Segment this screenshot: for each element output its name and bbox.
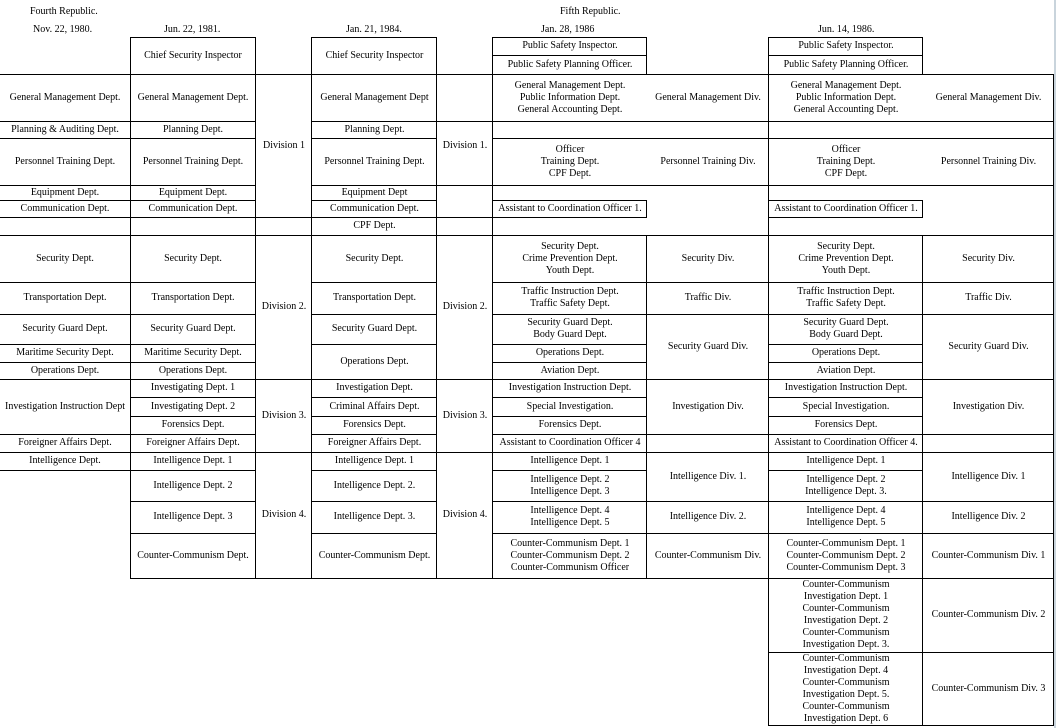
dept-1980: Planning & Auditing Dept. [11, 123, 119, 135]
header-fourth-republic: Fourth Republic. [30, 6, 98, 17]
dept-1986b: Public Safety Inspector. [798, 40, 894, 51]
grid-line [311, 37, 437, 38]
dept-1986b: Public Safety Planning Officer. [783, 58, 909, 70]
grid-line [768, 217, 923, 218]
dept-1981: Investigating Dept. 2 [150, 400, 236, 412]
dept-1986a: Traffic Instruction Dept. Traffic Safety Dept. [521, 286, 619, 309]
grid-line [768, 416, 923, 417]
grid-line [492, 37, 493, 578]
grid-line [311, 314, 437, 315]
grid-line [311, 200, 437, 201]
grid-line [768, 652, 1054, 653]
division-1986a: Investigation Div. [672, 400, 744, 412]
dept-1986b: Security Guard Dept. Body Guard Dept. [803, 317, 889, 340]
division-1986b: Traffic Div. [965, 292, 1012, 303]
division-1984: Division 1. [442, 139, 488, 151]
dept-1986b: Counter-Communism Dept. 1 Counter-Communism Dept. 2 Counter-Communism Dept. 3 [786, 537, 906, 573]
dept-1984: Investigation Dept. [336, 382, 413, 393]
grid-line [492, 470, 647, 471]
grid-line [922, 200, 923, 217]
grid-line [130, 416, 256, 417]
grid-line [311, 282, 437, 283]
grid-line [0, 74, 1054, 75]
grid-line [0, 314, 256, 315]
division-1981: Division 4. [261, 509, 307, 520]
grid-line [311, 397, 437, 398]
division-1986b: Intelligence Div. 2 [951, 511, 1026, 522]
dept-1981: Forensics Dept. [161, 419, 225, 430]
division-1986a: Intelligence Div. 1. [669, 470, 747, 482]
grid-line [1053, 74, 1054, 725]
dept-1986a: Forensics Dept. [538, 419, 602, 430]
division-1986b: Security Guard Div. [948, 340, 1029, 352]
grid-line [311, 185, 1054, 186]
grid-line [492, 200, 647, 201]
dept-1981: Security Dept. [164, 252, 222, 264]
grid-line [0, 344, 256, 345]
dept-1981: Foreigner Affairs Dept. [146, 437, 240, 448]
dept-1981: General Management Dept. [137, 91, 249, 103]
dept-1980: Transportation Dept. [23, 292, 107, 303]
dept-1986b: Aviation Dept. [816, 364, 876, 376]
grid-line [492, 138, 1054, 139]
dept-1986a: Assistant to Coordination Officer 1. [498, 202, 642, 214]
dept-1986a: Public Safety Inspector. [522, 40, 618, 51]
dept-1981: Chief Security Inspector [144, 49, 242, 61]
division-1986b: Counter-Communism Div. 2 [931, 609, 1046, 620]
grid-line [311, 416, 437, 417]
grid-line [492, 533, 1054, 534]
dept-1980: Operations Dept. [30, 364, 100, 376]
grid-line [492, 314, 1054, 315]
division-1986b: Security Div. [962, 252, 1015, 264]
grid-line [768, 344, 923, 345]
grid-line [130, 37, 131, 578]
division-1986b: Intelligence Div. 1 [951, 470, 1026, 482]
grid-line [130, 397, 256, 398]
dept-1980: Security Dept. [36, 252, 94, 264]
dept-1986a: Counter-Communism Dept. 1 Counter-Communism Dept. 2 Counter-Communism Officer [510, 537, 630, 573]
grid-line [768, 725, 1054, 726]
dept-1981: Investigating Dept. 1 [150, 382, 236, 393]
dept-1981: Counter-Communism Dept. [137, 549, 249, 561]
grid-line [768, 37, 923, 38]
dept-1986a: Officer Training Dept. CPF Dept. [540, 143, 600, 179]
grid-line [492, 397, 647, 398]
dept-1986a: Intelligence Dept. 4 Intelligence Dept. 5 [530, 505, 610, 528]
dept-1986a: Aviation Dept. [540, 364, 600, 376]
dept-1981: Personnel Training Dept. [142, 155, 244, 167]
grid-line [492, 344, 647, 345]
dept-1986b: Investigation Instruction Dept. [784, 382, 908, 393]
dept-1986b: Intelligence Dept. 2 Intelligence Dept. 3. [805, 473, 887, 497]
division-1986b: Counter-Communism Div. 1 [931, 549, 1046, 561]
dept-1984: Planning Dept. [344, 123, 405, 135]
division-1984: Division 4. [442, 509, 488, 520]
grid-line [311, 344, 437, 345]
division-1981: Division 1 [263, 139, 305, 151]
dept-1986a: Operations Dept. [535, 347, 605, 358]
dept-1980: Intelligence Dept. [29, 455, 101, 466]
dept-1984: Intelligence Dept. 3. [333, 511, 416, 522]
grid-line [492, 434, 1054, 435]
dept-1981: Equipment Dept. [158, 186, 228, 198]
division-1981: Division 2. [261, 301, 307, 312]
grid-line [255, 37, 256, 578]
dept-1986b: Special Investigation. [802, 400, 890, 412]
division-1986a: Security Guard Div. [667, 340, 749, 352]
dept-1984: Forensics Dept. [343, 419, 406, 430]
dept-1984: Criminal Affairs Dept. [329, 400, 420, 412]
header-fifth-republic: Fifth Republic. [560, 6, 621, 17]
dept-1981: Intelligence Dept. 2 [153, 479, 233, 491]
header-date-1984: Jan. 21, 1984. [346, 24, 402, 35]
grid-line [768, 55, 923, 56]
grid-line [0, 379, 1054, 380]
grid-line [0, 217, 647, 218]
dept-1986a: Investigation Instruction Dept. [508, 382, 632, 393]
dept-1984: Foreigner Affairs Dept. [327, 437, 422, 448]
grid-line [436, 37, 437, 578]
dept-1980: Communication Dept. [20, 202, 110, 214]
dept-1980: General Management Dept. [9, 91, 121, 103]
dept-1984: Transportation Dept. [333, 292, 416, 303]
dept-1980: Equipment Dept. [30, 186, 100, 198]
dept-1986a: Intelligence Dept. 2 Intelligence Dept. 3 [530, 473, 610, 497]
grid-line [492, 37, 647, 38]
dept-1981: Communication Dept. [148, 202, 238, 214]
dept-1984: Counter-Communism Dept. [318, 549, 431, 561]
grid-line [0, 121, 256, 122]
division-1986a: Intelligence Div. 2. [669, 511, 747, 522]
grid-line [130, 533, 256, 534]
dept-1981: Intelligence Dept. 1 [153, 455, 233, 466]
grid-line [0, 200, 256, 201]
dept-1980: Foreigner Affairs Dept. [18, 437, 112, 448]
grid-line [768, 470, 923, 471]
division-1986a: Personnel Training Div. [660, 155, 756, 167]
dept-1984: Chief Security Inspector [325, 49, 424, 61]
division-1984: Division 2. [442, 301, 488, 312]
grid-line [311, 138, 437, 139]
page-edge [1054, 0, 1056, 728]
dept-1986b: Traffic Instruction Dept. Traffic Safety Dept. [797, 286, 895, 309]
division-1986b: Counter-Communism Div. 3 [931, 682, 1046, 694]
grid-line [768, 37, 769, 725]
grid-line [0, 185, 256, 186]
grid-line [130, 578, 1054, 579]
dept-1986b: Officer Training Dept. CPF Dept. [816, 143, 876, 179]
dept-1984: Personnel Training Dept. [324, 155, 425, 167]
dept-1986a: Special Investigation. [526, 400, 614, 412]
dept-1984: General Management Dept [320, 91, 429, 103]
grid-line [0, 434, 256, 435]
dept-1981: Intelligence Dept. 3 [153, 511, 233, 522]
grid-line [492, 282, 1054, 283]
grid-line [646, 200, 647, 217]
dept-1986a: Security Guard Dept. Body Guard Dept. [527, 317, 613, 340]
dept-1981: Operations Dept. [158, 364, 228, 376]
grid-line [130, 501, 256, 502]
dept-1984: Communication Dept. [330, 202, 419, 214]
dept-1986b: Operations Dept. [811, 347, 881, 358]
grid-line [311, 121, 1054, 122]
dept-1981: Security Guard Dept. [150, 323, 236, 334]
grid-line [0, 235, 1054, 236]
grid-line [492, 55, 647, 56]
division-1984: Division 3. [442, 409, 488, 421]
dept-1984: Security Guard Dept. [331, 323, 418, 334]
grid-line [768, 362, 923, 363]
dept-1986b: Intelligence Dept. 4 Intelligence Dept. 5 [806, 505, 886, 528]
grid-line [0, 452, 1054, 453]
dept-1986b: Forensics Dept. [814, 419, 878, 430]
grid-line [311, 533, 437, 534]
grid-line [130, 37, 256, 38]
dept-1981: Maritime Security Dept. [144, 347, 242, 358]
grid-line [0, 362, 256, 363]
grid-line [768, 200, 923, 201]
grid-line [768, 397, 923, 398]
division-1986a: Counter-Communism Div. [654, 549, 762, 561]
dept-1986b: Assistant to Coordination Officer 4. [774, 437, 918, 448]
dept-1986b: Counter-Communism Investigation Dept. 1 Counter-Communism Investigation Dept. 2 Counter-Communism Investigation Dept. 3. [802, 579, 890, 650]
division-1986b: General Management Div. [935, 91, 1042, 103]
dept-1984: CPF Dept. [353, 220, 396, 231]
division-1986a: Traffic Div. [684, 292, 732, 303]
dept-1986a: Assistant to Coordination Officer 4 [499, 437, 641, 448]
dept-1986b: Intelligence Dept. 1 [806, 455, 886, 466]
dept-1981: Transportation Dept. [151, 292, 235, 303]
dept-1981: Planning Dept. [163, 123, 223, 135]
division-1986a: General Management Div. [655, 91, 761, 103]
dept-1986a: Public Safety Planning Officer. [507, 58, 633, 70]
dept-1984: Operations Dept. [340, 355, 409, 367]
grid-line [492, 362, 647, 363]
grid-line [646, 235, 647, 578]
dept-1980: Maritime Security Dept. [16, 347, 114, 358]
division-1986a: Security Div. [681, 252, 735, 264]
dept-1980: Investigation Instruction Dept [5, 400, 125, 412]
dept-1986b: Counter-Communism Investigation Dept. 4 Counter-Communism Investigation Dept. 5. Counter-Communism Investigation Dept. 6 [802, 652, 890, 724]
header-date-1980: Nov. 22, 1980. [33, 24, 93, 35]
grid-line [311, 434, 437, 435]
division-1986b: Investigation Div. [952, 400, 1025, 412]
dept-1980: Security Guard Dept. [22, 323, 108, 334]
grid-line [311, 470, 437, 471]
dept-1986a: General Management Dept. Public Information Dept. General Accounting Dept. [514, 79, 626, 115]
grid-line [0, 282, 256, 283]
division-1986b: Personnel Training Div. [940, 155, 1037, 167]
header-date-1986b: Jun. 14, 1986. [818, 24, 875, 35]
dept-1986b: Assistant to Coordination Officer 1. [774, 202, 918, 214]
header-date-1981: Jun. 22, 1981. [164, 24, 221, 35]
dept-1986a: Intelligence Dept. 1 [530, 455, 610, 466]
dept-1984: Intelligence Dept. 1 [334, 455, 415, 466]
dept-1986b: General Management Dept. Public Information Dept. General Accounting Dept. [790, 79, 902, 115]
grid-line [492, 416, 647, 417]
grid-line [492, 501, 1054, 502]
dept-1986a: Security Dept. Crime Prevention Dept. Youth Dept. [522, 240, 618, 276]
grid-line [0, 138, 256, 139]
dept-1984: Intelligence Dept. 2. [333, 479, 416, 491]
dept-1984: Security Dept. [345, 252, 404, 264]
grid-line [311, 37, 312, 578]
division-1981: Division 3. [261, 409, 307, 421]
dept-1986b: Security Dept. Crime Prevention Dept. Youth Dept. [798, 240, 894, 276]
grid-line [0, 470, 256, 471]
dept-1984: Equipment Dept [341, 186, 408, 198]
dept-1980: Personnel Training Dept. [14, 155, 116, 167]
header-date-1986a: Jan. 28, 1986 [541, 24, 595, 35]
grid-line [311, 501, 437, 502]
